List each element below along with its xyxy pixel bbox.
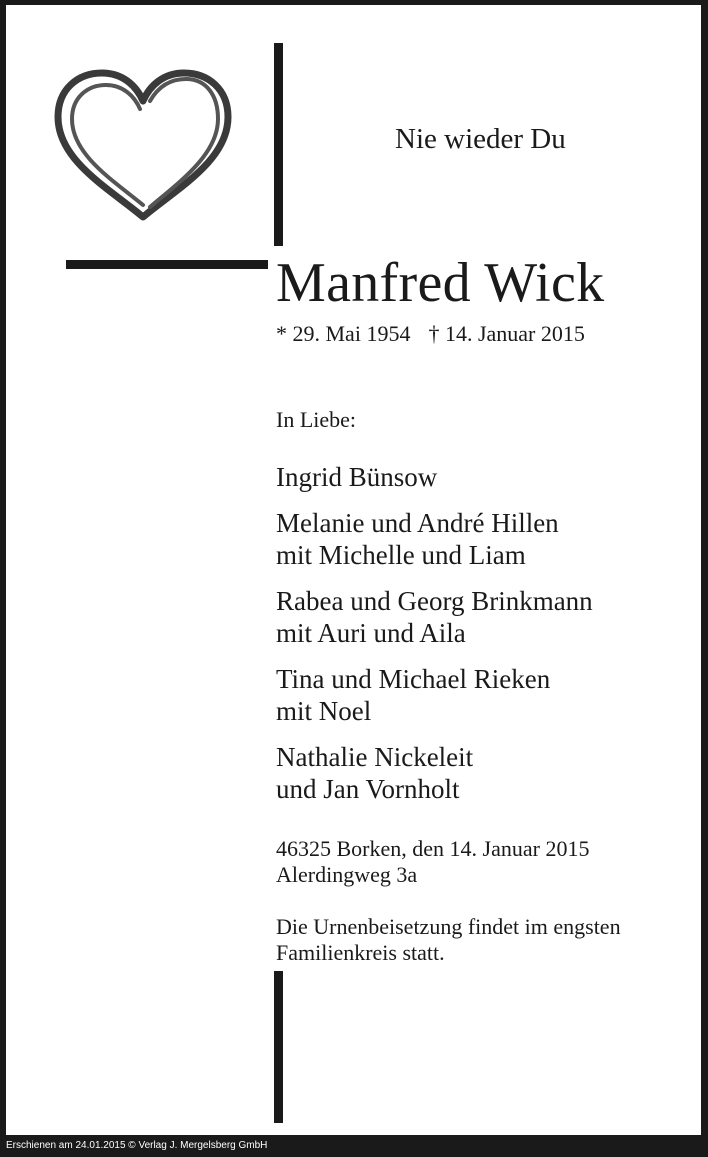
heart-outline-icon <box>50 65 236 225</box>
mourner-entry <box>276 741 696 805</box>
place-and-address <box>276 836 589 888</box>
death-date: † 14. Januar 2015 <box>428 321 585 346</box>
mourner-entry <box>276 585 696 649</box>
life-dates <box>276 320 585 348</box>
mourner-line: Tina und Michael Rieken <box>276 664 551 694</box>
mourner-line: Nathalie Nickeleit <box>276 742 474 772</box>
deceased-name: Manfred Wick <box>276 252 605 314</box>
notice-line: Familienkreis statt. <box>276 940 445 965</box>
birth-date: * 29. Mai 1954 <box>276 321 411 346</box>
mourner-line: Ingrid Bünsow <box>276 462 438 492</box>
publication-footer: Erschienen am 24.01.2015 © Verlag J. Mergelsberg GmbH <box>0 1135 708 1157</box>
mourner-entry <box>276 507 696 571</box>
notice-line: Die Urnenbeisetzung findet im engsten <box>276 914 621 939</box>
vertical-rule-top <box>274 43 283 246</box>
horizontal-rule <box>66 260 268 269</box>
mourner-entry <box>276 461 696 493</box>
address-line: Alerdingweg 3a <box>276 862 418 887</box>
mourner-line: Melanie und André Hillen <box>276 508 559 538</box>
mourners-list <box>276 461 696 819</box>
mourner-entry <box>276 663 696 727</box>
vertical-rule-bottom <box>274 971 283 1123</box>
burial-notice <box>276 914 621 966</box>
mourner-line: mit Michelle und Liam <box>276 540 526 570</box>
mourner-line: Rabea und Georg Brinkmann <box>276 586 593 616</box>
place-date-line: 46325 Borken, den 14. Januar 2015 <box>276 836 590 861</box>
mourner-line: mit Auri und Aila <box>276 618 466 648</box>
mourner-line: und Jan Vornholt <box>276 774 460 804</box>
motto-text: Nie wieder Du <box>395 123 566 155</box>
mourners-intro: In Liebe: <box>276 407 357 432</box>
mourner-line: mit Noel <box>276 696 372 726</box>
